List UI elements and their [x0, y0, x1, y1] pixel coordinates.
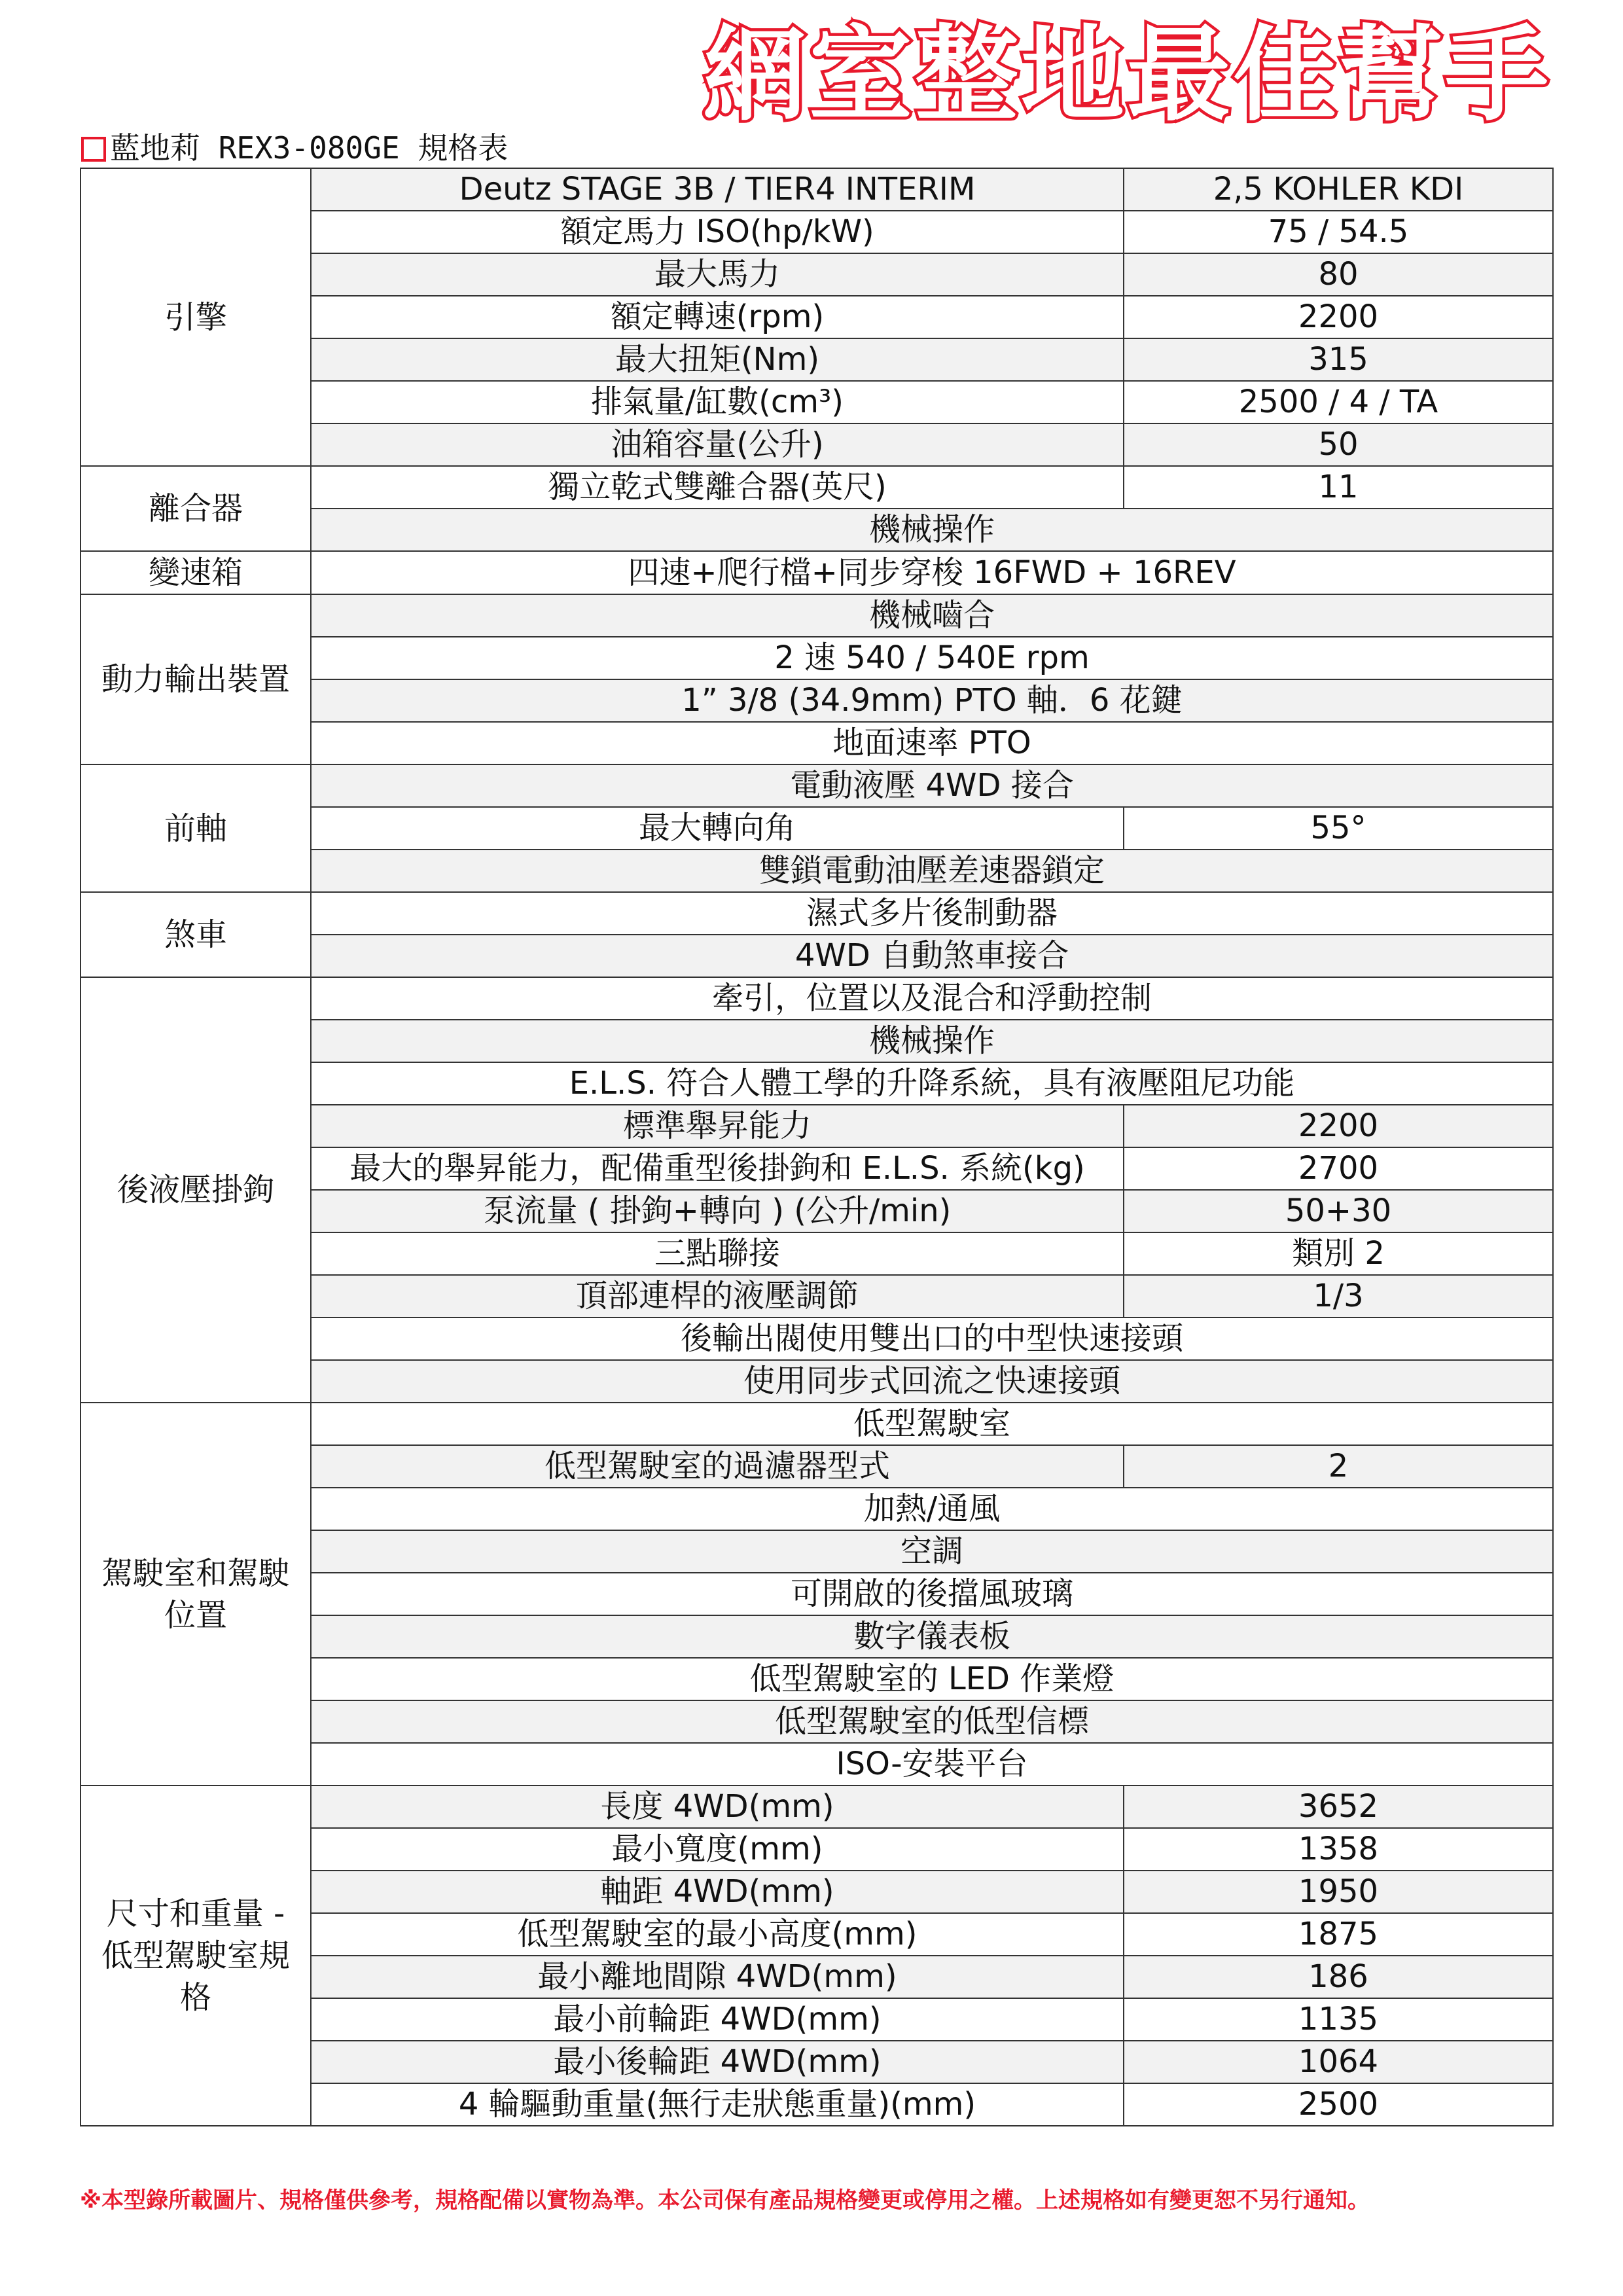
spec-value-cell: 1950	[1124, 1871, 1553, 1913]
spec-value-cell: 2	[1124, 1445, 1553, 1488]
spec-item-cell: 最小後輪距 4WD(mm)	[311, 2041, 1124, 2083]
spec-value-cell: 50	[1124, 423, 1553, 466]
table-row	[80, 977, 1553, 1020]
spec-feature-cell: 後輸出閥使用雙出口的中型快速接頭	[311, 1318, 1553, 1360]
spec-feature-cell: 4WD 自動煞車接合	[311, 935, 1553, 977]
spec-value-cell: 1064	[1124, 2041, 1553, 2083]
spec-value-cell: 2500	[1124, 2083, 1553, 2126]
spec-feature-cell: 地面速率 PTO	[311, 722, 1553, 764]
spec-feature-cell: 數字儀表板	[311, 1615, 1553, 1658]
spec-item-cell: 最大的舉昇能力，配備重型後掛鉤和 E.L.S. 系統(kg)	[311, 1147, 1124, 1190]
spec-value-cell: 3652	[1124, 1785, 1553, 1828]
spec-item-cell: 額定馬力 ISO(hp/kW)	[311, 211, 1124, 253]
category-cell: 離合器	[80, 466, 311, 551]
spec-feature-cell: 2 速 540 / 540E rpm	[311, 637, 1553, 679]
spec-value-cell: 2500 / 4 / TA	[1124, 381, 1553, 423]
table-row	[80, 594, 1553, 637]
spec-feature-cell: 機械嚙合	[311, 594, 1553, 637]
category-cell: 煞車	[80, 892, 311, 977]
spec-value-cell: 80	[1124, 253, 1553, 296]
spec-feature-cell: 四速+爬行檔+同步穿梭 16FWD + 16REV	[311, 551, 1553, 594]
spec-value-cell: 55°	[1124, 807, 1553, 850]
spec-item-cell: 低型駕駛室的過濾器型式	[311, 1445, 1124, 1488]
spec-feature-cell: 加熱/通風	[311, 1488, 1553, 1530]
spec-item-cell: 最小寬度(mm)	[311, 1828, 1124, 1871]
spec-value-cell: 315	[1124, 338, 1553, 381]
spec-value-cell: 類別 2	[1124, 1232, 1553, 1275]
category-cell: 後液壓掛鉤	[80, 977, 311, 1403]
category-cell: 前軸	[80, 764, 311, 892]
spec-item-cell: 獨立乾式雙離合器(英尺)	[311, 466, 1124, 509]
category-cell: 引擎	[80, 168, 311, 466]
checkbox-square-icon	[81, 137, 106, 162]
spec-feature-cell: 雙鎖電動油壓差速器鎖定	[311, 850, 1553, 892]
spec-item-cell: 最大轉向角	[311, 807, 1124, 850]
spec-feature-cell: 機械操作	[311, 1020, 1553, 1062]
spec-item-cell: 長度 4WD(mm)	[311, 1785, 1124, 1828]
spec-item-cell: Deutz STAGE 3B / TIER4 INTERIM	[311, 168, 1124, 211]
document-title	[81, 128, 508, 168]
category-cell: 動力輸出裝置	[80, 594, 311, 764]
category-cell: 駕駛室和駕駛位置	[80, 1403, 311, 1785]
table-row	[80, 892, 1553, 935]
table-row	[80, 1403, 1553, 1445]
spec-item-cell: 泵流量 ( 掛鉤+轉向 ) (公升/min)	[311, 1190, 1124, 1232]
spec-table	[80, 168, 1554, 2126]
disclaimer-footnote: ※本型錄所載圖片、規格僅供參考，規格配備以實物為準。本公司保有產品規格變更或停用之權。上述規格如有變更恕不另行通知。	[80, 2187, 1370, 2214]
spec-value-cell: 1135	[1124, 1998, 1553, 2041]
spec-feature-cell: 使用同步式回流之快速接頭	[311, 1360, 1553, 1403]
spec-item-cell: 最大扭矩(Nm)	[311, 338, 1124, 381]
table-row	[80, 466, 1553, 509]
spec-item-cell: 軸距 4WD(mm)	[311, 1871, 1124, 1913]
banner-slogan: 網室整地最佳幫手	[703, 15, 1551, 135]
spec-feature-cell: E.L.S. 符合人體工學的升降系統，具有液壓阻尼功能	[311, 1062, 1553, 1105]
spec-feature-cell: 低型駕駛室的 LED 作業燈	[311, 1658, 1553, 1700]
spec-value-cell: 2200	[1124, 296, 1553, 338]
spec-item-cell: 最小前輪距 4WD(mm)	[311, 1998, 1124, 2041]
spec-feature-cell: 空調	[311, 1530, 1553, 1573]
spec-value-cell: 1/3	[1124, 1275, 1553, 1318]
category-cell: 尺寸和重量 - 低型駕駛室規格	[80, 1785, 311, 2126]
table-row	[80, 551, 1553, 594]
spec-feature-cell: 低型駕駛室的低型信標	[311, 1700, 1553, 1743]
spec-feature-cell: ISO-安裝平台	[311, 1743, 1553, 1785]
spec-item-cell: 排氣量/缸數(cm³)	[311, 381, 1124, 423]
spec-item-cell: 低型駕駛室的最小高度(mm)	[311, 1913, 1124, 1956]
spec-feature-cell: 機械操作	[311, 509, 1553, 551]
spec-value-cell: 75 / 54.5	[1124, 211, 1553, 253]
spec-value-cell: 2700	[1124, 1147, 1553, 1190]
spec-item-cell: 頂部連桿的液壓調節	[311, 1275, 1124, 1318]
spec-feature-cell: 濕式多片後制動器	[311, 892, 1553, 935]
spec-value-cell: 2200	[1124, 1105, 1553, 1147]
document-title-text: 藍地莉 REX3-080GE 規格表	[110, 130, 508, 166]
spec-value-cell: 2,5 KOHLER KDI	[1124, 168, 1553, 211]
category-cell: 變速箱	[80, 551, 311, 594]
table-row	[80, 764, 1553, 807]
spec-feature-cell: 牽引，位置以及混合和浮動控制	[311, 977, 1553, 1020]
spec-item-cell: 油箱容量(公升)	[311, 423, 1124, 466]
table-row	[80, 168, 1553, 211]
spec-item-cell: 4 輪驅動重量(無行走狀態重量)(mm)	[311, 2083, 1124, 2126]
spec-item-cell: 最大馬力	[311, 253, 1124, 296]
spec-item-cell: 標準舉昇能力	[311, 1105, 1124, 1147]
spec-value-cell: 11	[1124, 466, 1553, 509]
spec-value-cell: 1875	[1124, 1913, 1553, 1956]
spec-value-cell: 186	[1124, 1956, 1553, 1998]
spec-feature-cell: 可開啟的後擋風玻璃	[311, 1573, 1553, 1615]
spec-table-body	[80, 168, 1553, 2126]
spec-feature-cell: 1” 3/8 (34.9mm) PTO 軸．6 花鍵	[311, 679, 1553, 722]
spec-feature-cell: 電動液壓 4WD 接合	[311, 764, 1553, 807]
table-row	[80, 1785, 1553, 1828]
spec-item-cell: 最小離地間隙 4WD(mm)	[311, 1956, 1124, 1998]
spec-item-cell: 額定轉速(rpm)	[311, 296, 1124, 338]
spec-feature-cell: 低型駕駛室	[311, 1403, 1553, 1445]
spec-value-cell: 50+30	[1124, 1190, 1553, 1232]
spec-value-cell: 1358	[1124, 1828, 1553, 1871]
spec-item-cell: 三點聯接	[311, 1232, 1124, 1275]
